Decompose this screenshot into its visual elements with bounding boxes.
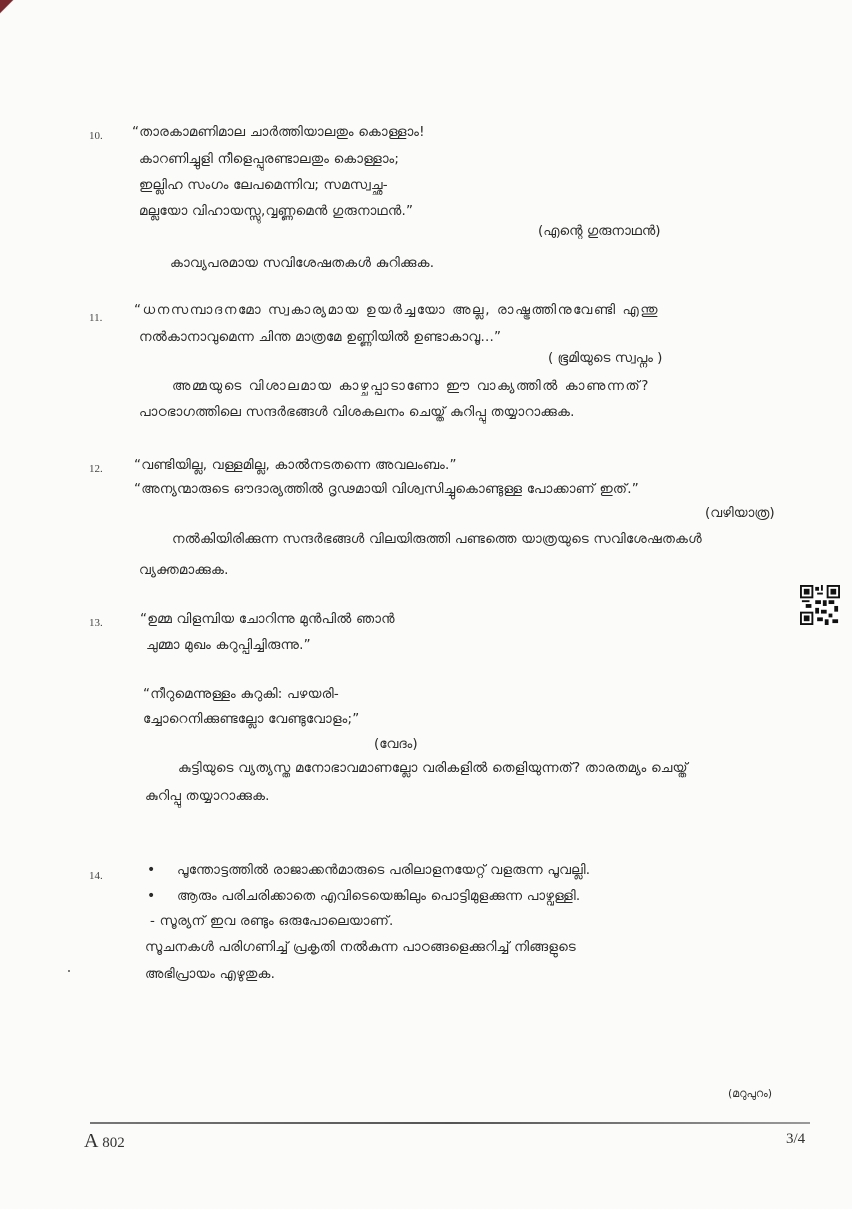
question-prompt: കുട്ടിയുടെ വ്യത്യസ്ത മനോഭാവമാണല്ലോ വരികളിൽ തെളിയുന്നത്? താരതമ്യം ചെയ്ത് xyxy=(178,760,688,776)
page-number: 3/4 xyxy=(786,1131,806,1147)
question-number: 13. xyxy=(89,617,103,629)
source-citation: ( ഭൂമിയുടെ സ്വപ്നം ) xyxy=(548,350,663,366)
dash-line: - സൂര്യന് ഇവ രണ്ടും ഒരുപോലെയാണ്. xyxy=(150,913,394,929)
bullet-item: പൂന്തോട്ടത്തിൽ രാജാക്കൻമാരുടെ പരിലാളനയേറ്റ് വളരുന്ന പൂവല്ലി. xyxy=(177,862,591,878)
quote-line: നൽകാനാവുമെന്ന ചിന്ത മാത്രമേ ഉണ്ണിയിൽ ഉണ്ടാകാവൂ...” xyxy=(139,329,502,345)
source-citation: (വേദം) xyxy=(374,736,418,752)
question-number: 12. xyxy=(89,463,103,475)
question-number: 10. xyxy=(89,130,103,142)
quote-line: “നീറുമെന്നുള്ളം കുറുകി: പഴയരി- xyxy=(143,686,339,702)
quote-line: ച്ചോറെനിക്കുണ്ടല്ലോ വേണ്ടുവോളം;” xyxy=(143,711,360,727)
quote-line: കാറണിച്ചുളി നീളെപ്പുരണ്ടാലതും കൊള്ളാം; xyxy=(139,151,400,167)
qr-code-icon xyxy=(800,584,840,626)
paper-code-letter: A xyxy=(84,1130,99,1152)
source-citation: (എന്റെ ഗുരുനാഥൻ) xyxy=(538,223,661,239)
question-prompt: അഭിപ്രായം എഴുതുക. xyxy=(145,966,276,982)
bullet-icon: • xyxy=(147,862,156,878)
turn-over-label: (മറുപുറം) xyxy=(728,1087,773,1100)
page-corner-edge xyxy=(0,0,14,14)
quote-line: “ഉമ്മ വിളമ്പിയ ചോറിന്നു മുൻപിൽ ഞാൻ xyxy=(140,611,395,627)
quote-line: “താരകാമണിമാല ചാർത്തിയാലതും കൊള്ളാം! xyxy=(132,124,425,140)
quote-line: മല്ലയോ വിഹായസ്സു,വ്വണ്ണമെൻ ഗുരുനാഥൻ.” xyxy=(139,203,414,219)
footer-divider xyxy=(90,1122,810,1124)
paper-code xyxy=(84,1130,125,1153)
question-prompt: പാഠഭാഗത്തിലെ സന്ദർഭങ്ങൾ വിശകലനം ചെയ്ത് കുറിപ്പു തയ്യാറാക്കുക. xyxy=(139,404,575,420)
quote-line: ചുമ്മാ മുഖം കറുപ്പിച്ചിരുന്നു.” xyxy=(146,637,311,653)
quote-line: ഇല്ലിഹ സംഗം ലേപമെന്നിവ; സമസ്വച്ഛ- xyxy=(139,177,388,193)
question-prompt: കുറിപ്പു തയ്യാറാക്കുക. xyxy=(145,788,270,804)
scan-speck xyxy=(68,970,70,972)
bullet-icon: • xyxy=(147,888,156,904)
source-citation: (വഴിയാത്ര) xyxy=(705,505,775,521)
question-number: 11. xyxy=(89,312,103,324)
question-prompt: അമ്മയുടെ വിശാലമായ കാഴ്ചപ്പാടാണോ ഈ വാക്യത്തിൽ കാണുന്നത്? xyxy=(172,378,651,394)
quote-line: “അന്യന്മാരുടെ ഔദാര്യത്തിൽ ദൃഢമായി വിശ്വസിച്ചുകൊണ്ടുള്ള പോക്കാണ് ഇത്.” xyxy=(134,481,639,497)
bullet-item: ആരും പരിചരിക്കാതെ എവിടെയെങ്കിലും പൊട്ടിമുളക്കുന്ന പാഴ്വള്ളി. xyxy=(177,888,581,904)
question-prompt: കാവ്യപരമായ സവിശേഷതകൾ കുറിക്കുക. xyxy=(170,255,435,271)
quote-line: “വണ്ടിയില്ല, വള്ളമില്ല, കാൽനടതന്നെ അവലംബം.” xyxy=(134,457,457,473)
question-prompt: നൽകിയിരിക്കുന്ന സന്ദർഭങ്ങൾ വിലയിരുത്തി പണ്ടത്തെ യാത്രയുടെ സവിശേഷതകൾ xyxy=(172,531,702,547)
quote-line: “ധനസമ്പാദനമോ സ്വകാര്യമായ ഉയർച്ചയോ അല്ല, രാഷ്ട്രത്തിനുവേണ്ടി എന്തു xyxy=(134,302,660,318)
paper-code-number: 802 xyxy=(102,1135,125,1151)
question-prompt: വ്യക്തമാക്കുക. xyxy=(139,562,229,578)
question-prompt: സൂചനകൾ പരിഗണിച്ച് പ്രകൃതി നൽകുന്ന പാഠങ്ങളെക്കുറിച്ച് നിങ്ങളുടെ xyxy=(145,939,576,955)
question-number: 14. xyxy=(89,870,103,882)
